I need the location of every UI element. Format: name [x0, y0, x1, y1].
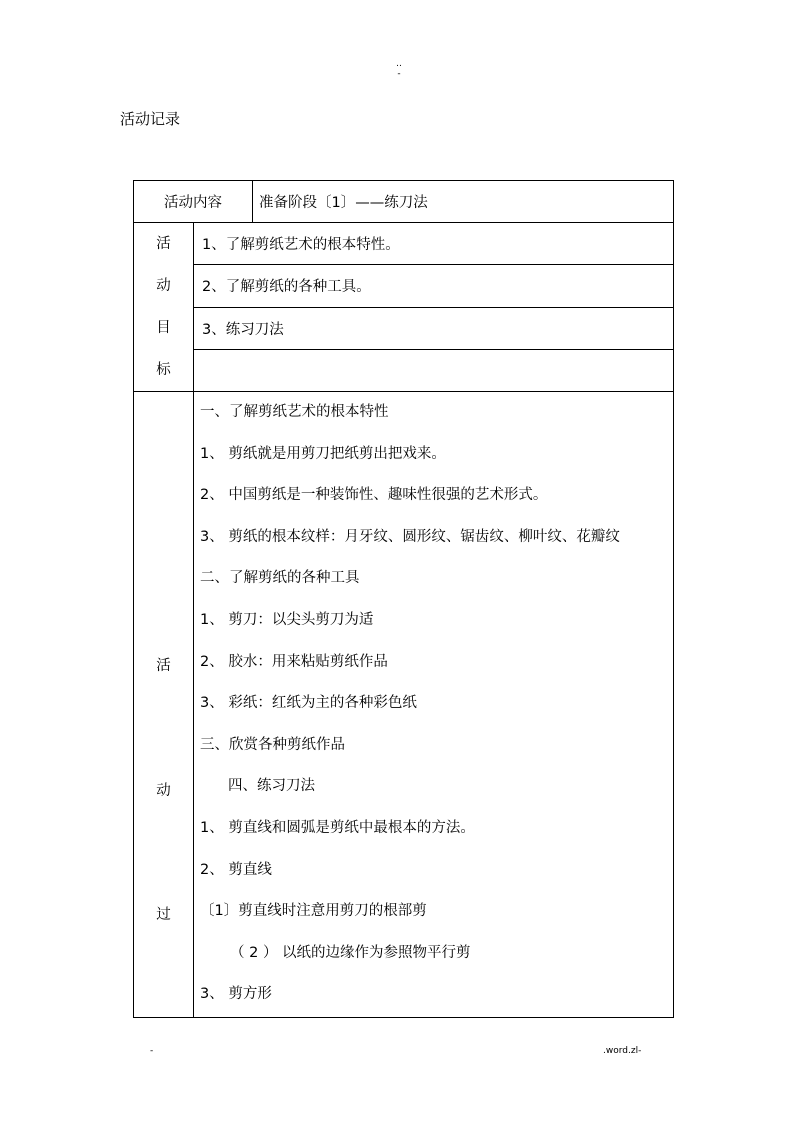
goal-row	[134, 307, 674, 349]
document-title: 活动记录	[120, 110, 181, 128]
footer-right: .word.zl-	[603, 1046, 642, 1056]
goal-label-char: 活	[156, 236, 171, 252]
goal-row	[134, 349, 674, 391]
process-line: （ 2 ） 以纸的边缘作为参照物平行剪	[230, 944, 471, 961]
process-label-char: 过	[156, 907, 171, 923]
process-line: 一、了解剪纸艺术的根本特性	[200, 404, 389, 420]
process-line: 1、 剪刀：以尖头剪刀为适	[200, 611, 374, 628]
process-line: 3、 剪方形	[200, 986, 272, 1003]
activity-record-table	[133, 180, 674, 1018]
process-line: 四、练习刀法	[228, 778, 315, 795]
process-label-char: 活	[156, 658, 171, 674]
content-row	[134, 181, 674, 223]
goal-label-char: 标	[156, 362, 171, 378]
goal-label-char: 目	[156, 320, 171, 336]
process-label	[134, 392, 194, 1018]
process-line: 〔1〕剪直线时注意用剪刀的根部剪	[200, 903, 427, 920]
goal-item: 1、了解剪纸艺术的根本特性。	[194, 223, 674, 265]
process-line: 1、 剪纸就是用剪刀把纸剪出把戏来。	[200, 445, 446, 462]
process-line: 3、 剪纸的根本纹样：月牙纹、圆形纹、锯齿纹、柳叶纹、花瓣纹	[200, 528, 620, 545]
process-line: 2、 剪直线	[200, 861, 272, 878]
process-line: 3、 彩纸：红纸为主的各种彩色纸	[200, 695, 417, 712]
process-line: 二、了解剪纸的各种工具	[200, 570, 360, 587]
goal-item: 3、练习刀法	[194, 307, 674, 349]
header-dots: ..	[396, 59, 402, 69]
process-line: 2、 胶水：用来粘贴剪纸作品	[200, 653, 388, 670]
process-list	[194, 392, 673, 1016]
process-line: 1、 剪直线和圆弧是剪纸中最根本的方法。	[200, 819, 475, 836]
footer-left: -	[150, 1046, 154, 1056]
goal-label-char: 动	[156, 278, 171, 294]
process-line: 三、欣赏各种剪纸作品	[200, 736, 345, 753]
process-line: 2、 中国剪纸是一种装饰性、趣味性很强的艺术形式。	[200, 487, 548, 504]
content-value: 准备阶段〔1〕——练刀法	[253, 181, 674, 223]
goal-item	[194, 349, 674, 391]
goal-row	[134, 265, 674, 307]
goal-label	[134, 223, 194, 392]
content-label: 活动内容	[134, 181, 253, 223]
goal-item: 2、了解剪纸的各种工具。	[194, 265, 674, 307]
process-row	[134, 392, 674, 1018]
process-label-char: 动	[156, 783, 171, 799]
header-dash: -	[397, 69, 401, 79]
goal-row	[134, 223, 674, 265]
process-content	[194, 392, 674, 1018]
